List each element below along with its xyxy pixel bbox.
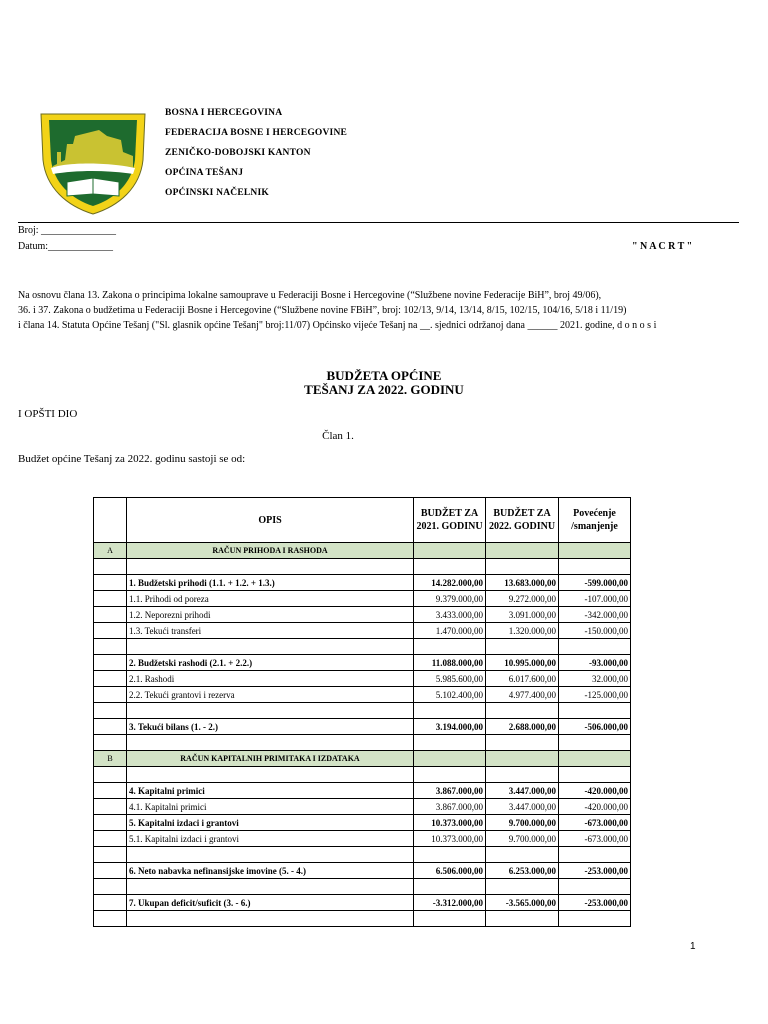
row-budget-2021: 3.194.000,00 [414,719,486,735]
row-budget-2022: -3.565.000,00 [486,895,559,911]
row-budget-2022: 1.320.000,00 [486,623,559,639]
row-budget-2022 [486,703,559,719]
row-description: RAČUN KAPITALNIH PRIMITAKA I IZDATAKA [127,751,414,767]
row-change: -253.000,00 [559,863,631,879]
row-budget-2022: 13.683.000,00 [486,575,559,591]
row-description: 3. Tekući bilans (1. - 2.) [127,719,414,735]
row-description: 1.2. Neporezni prihodi [127,607,414,623]
article-heading: Član 1. [322,430,354,442]
section-heading: I OPŠTI DIO [18,408,78,420]
table-row [94,591,631,607]
intro-line-2: 36. i 37. Zakona o budžetima u Federaciji Bosne i Hercegovine (“Službene novine FBiH”, broj: 102/13, 9/14, 13/14, 8/15, 102/15, 104/16, 5/18 i 11/19) [18,305,627,316]
table-row [94,847,631,863]
row-budget-2021: 5.985.600,00 [414,671,486,687]
table-row [94,783,631,799]
row-description: 1.3. Tekući transferi [127,623,414,639]
page-number: 1 [690,941,696,952]
budget-table [93,497,631,927]
header-office: OPĆINSKI NAČELNIK [165,188,269,198]
row-marker: A [94,543,127,559]
table-row [94,895,631,911]
table-row [94,719,631,735]
row-budget-2021: 10.373.000,00 [414,815,486,831]
row-marker [94,735,127,751]
row-description [127,735,414,751]
row-marker [94,847,127,863]
row-budget-2021: 3.867.000,00 [414,799,486,815]
row-budget-2022: 9.700.000,00 [486,815,559,831]
row-marker [94,687,127,703]
row-change: -107.000,00 [559,591,631,607]
row-change [559,767,631,783]
intro-line-1: Na osnovu člana 13. Zakona o principima lokalne samouprave u Federaciji Bosne i Hercegovine (“Službene novine Federacije BiH”, broj 49/06), [18,290,602,301]
row-description: 5.1. Kapitalni izdaci i grantovi [127,831,414,847]
row-change: -599.000,00 [559,575,631,591]
row-description [127,911,414,927]
crest-icon [37,108,149,216]
row-budget-2021: 3.433.000,00 [414,607,486,623]
header-cell-budget-2022: BUDŽET ZA 2022. GODINU [486,498,559,543]
row-budget-2021: 3.867.000,00 [414,783,486,799]
row-marker [94,575,127,591]
row-description [127,847,414,863]
table-row [94,767,631,783]
header-canton: ZENIČKO-DOBOJSKI KANTON [165,148,311,158]
row-budget-2021 [414,767,486,783]
row-marker [94,863,127,879]
row-budget-2022: 4.977.400,00 [486,687,559,703]
row-budget-2021: 1.470.000,00 [414,623,486,639]
row-change: -673.000,00 [559,815,631,831]
row-marker [94,767,127,783]
header-cell-opis: OPIS [127,498,414,543]
row-change [559,543,631,559]
row-budget-2021 [414,559,486,575]
row-budget-2021 [414,639,486,655]
table-row [94,703,631,719]
row-budget-2021: -3.312.000,00 [414,895,486,911]
document-title-line-1: BUDŽETA OPĆINE [326,368,442,383]
broj-field: Broj: _______________ [18,225,117,236]
row-description [127,559,414,575]
row-budget-2022: 9.272.000,00 [486,591,559,607]
row-change [559,911,631,927]
row-change [559,639,631,655]
budget-table-body [94,498,631,927]
row-marker [94,639,127,655]
row-budget-2021: 11.088.000,00 [414,655,486,671]
row-marker [94,559,127,575]
header-municipality: OPĆINA TEŠANJ [165,168,244,178]
table-row [94,879,631,895]
row-budget-2022 [486,735,559,751]
row-change [559,751,631,767]
row-change [559,879,631,895]
row-budget-2021 [414,911,486,927]
row-marker [94,591,127,607]
row-description: 6. Neto nabavka nefinansijske imovine (5. - 4.) [127,863,414,879]
row-budget-2022 [486,911,559,927]
row-budget-2022: 3.447.000,00 [486,783,559,799]
row-budget-2021 [414,543,486,559]
row-change: -342.000,00 [559,607,631,623]
row-change: -150.000,00 [559,623,631,639]
draft-label: " N A C R T " [632,241,693,252]
table-row [94,799,631,815]
row-change: -420.000,00 [559,799,631,815]
row-change: -506.000,00 [559,719,631,735]
row-change: -93.000,00 [559,655,631,671]
row-change: -673.000,00 [559,831,631,847]
row-budget-2021 [414,703,486,719]
row-budget-2022: 3.447.000,00 [486,799,559,815]
row-budget-2022 [486,847,559,863]
row-budget-2021: 5.102.400,00 [414,687,486,703]
row-budget-2022 [486,767,559,783]
row-budget-2022: 10.995.000,00 [486,655,559,671]
article-text: Budžet općine Tešanj za 2022. godinu sastoji se od: [18,453,246,465]
row-budget-2022: 6.253.000,00 [486,863,559,879]
table-row [94,655,631,671]
intro-line-3: i člana 14. Statuta Općine Tešanj ("Sl. glasnik općine Tešanj" broj:11/07) Općinsko vijeće Tešanj na __. sjednici održanoj dana ______ 2021. godine, d o n o s i [18,320,657,331]
header-cell-marker [94,498,127,543]
row-marker [94,703,127,719]
row-description: 7. Ukupan deficit/suficit (3. - 6.) [127,895,414,911]
table-row [94,607,631,623]
table-row [94,543,631,559]
row-marker [94,623,127,639]
row-description: 2. Budžetski rashodi (2.1. + 2.2.) [127,655,414,671]
table-row [94,559,631,575]
table-row [94,735,631,751]
row-budget-2021 [414,847,486,863]
row-change: 32.000,00 [559,671,631,687]
table-header-row [94,498,631,543]
row-change [559,703,631,719]
row-budget-2022 [486,543,559,559]
row-budget-2021 [414,751,486,767]
municipality-crest [37,108,149,216]
row-change [559,847,631,863]
row-description: 4.1. Kapitalni primici [127,799,414,815]
row-marker [94,783,127,799]
row-description: 2.1. Rashodi [127,671,414,687]
row-budget-2022 [486,559,559,575]
row-budget-2021: 10.373.000,00 [414,831,486,847]
header-cell-change: Povećenje /smanjenje [559,498,631,543]
row-budget-2022: 9.700.000,00 [486,831,559,847]
row-budget-2021: 14.282.000,00 [414,575,486,591]
row-change [559,735,631,751]
header-divider [18,222,739,223]
table-row [94,831,631,847]
header-country: BOSNA I HERCEGOVINA [165,108,283,118]
datum-field: Datum:_____________ [18,241,113,252]
row-marker [94,879,127,895]
table-row [94,815,631,831]
row-description [127,879,414,895]
row-marker [94,911,127,927]
row-description: RAČUN PRIHODA I RASHODA [127,543,414,559]
row-budget-2022: 2.688.000,00 [486,719,559,735]
row-budget-2022 [486,639,559,655]
row-budget-2021 [414,879,486,895]
row-description: 5. Kapitalni izdaci i grantovi [127,815,414,831]
row-marker [94,831,127,847]
row-change: -420.000,00 [559,783,631,799]
row-change: -125.000,00 [559,687,631,703]
row-description [127,767,414,783]
row-budget-2022: 3.091.000,00 [486,607,559,623]
table-row [94,751,631,767]
row-marker [94,815,127,831]
row-budget-2021: 9.379.000,00 [414,591,486,607]
row-budget-2022 [486,751,559,767]
table-row [94,639,631,655]
row-marker [94,799,127,815]
table-row [94,623,631,639]
row-description [127,639,414,655]
row-description: 2.2. Tekući grantovi i rezerva [127,687,414,703]
row-marker [94,671,127,687]
table-row [94,911,631,927]
table-row [94,687,631,703]
row-description: 4. Kapitalni primici [127,783,414,799]
table-row [94,671,631,687]
row-change: -253.000,00 [559,895,631,911]
row-marker [94,719,127,735]
row-budget-2022: 6.017.600,00 [486,671,559,687]
row-marker [94,895,127,911]
row-marker [94,607,127,623]
row-budget-2021: 6.506.000,00 [414,863,486,879]
row-marker: B [94,751,127,767]
document-title-line-2: TEŠANJ ZA 2022. GODINU [304,382,464,397]
row-budget-2022 [486,879,559,895]
row-marker [94,655,127,671]
row-change [559,559,631,575]
row-budget-2021 [414,735,486,751]
row-description [127,703,414,719]
row-description: 1.1. Prihodi od poreza [127,591,414,607]
table-row [94,863,631,879]
table-row [94,575,631,591]
header-cell-budget-2021: BUDŽET ZA 2021. GODINU [414,498,486,543]
header-federation: FEDERACIJA BOSNE I HERCEGOVINE [165,128,348,138]
row-description: 1. Budžetski prihodi (1.1. + 1.2. + 1.3.) [127,575,414,591]
